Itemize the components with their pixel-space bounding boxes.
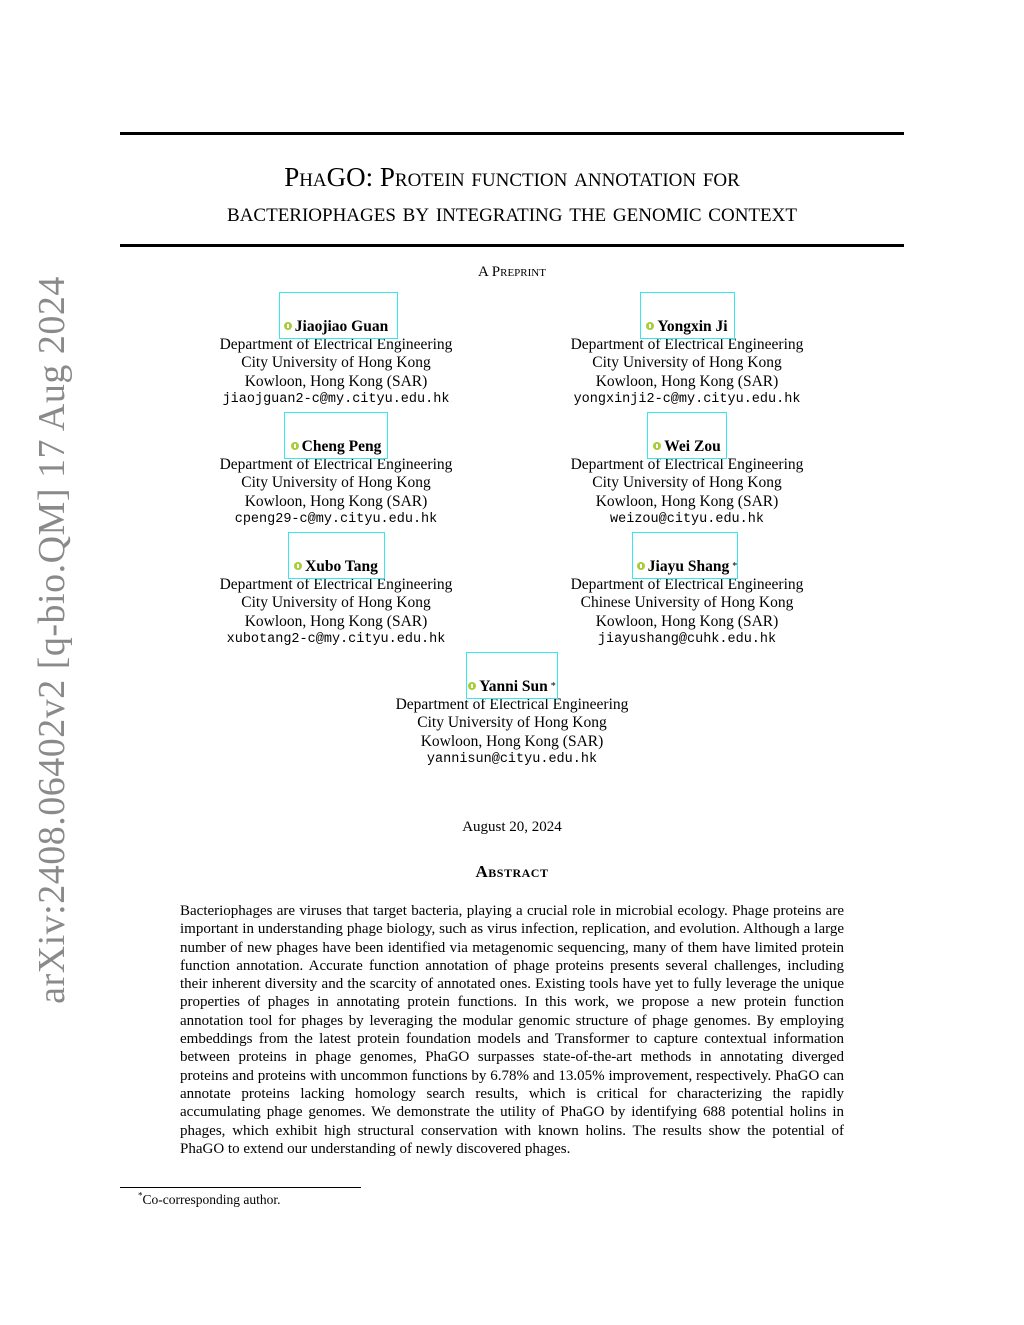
title-line-2: bacteriophages by integrating the genomic context (227, 197, 797, 227)
author-name: Jiaojiao Guan (294, 318, 389, 335)
author-name: Yongxin Ji (657, 318, 728, 335)
author-department: Department of Electrical Engineering (570, 456, 804, 474)
preprint-label: A Preprint (478, 264, 546, 280)
author-university: City University of Hong Kong (592, 354, 782, 372)
author-university: City University of Hong Kong (241, 594, 431, 612)
author-address: Kowloon, Hong Kong (SAR) (595, 372, 779, 390)
author-university: City University of Hong Kong (241, 354, 431, 372)
author-department: Department of Electrical Engineering (395, 696, 629, 714)
author-address: Kowloon, Hong Kong (SAR) (244, 372, 428, 390)
author-name: Cheng Peng (301, 438, 382, 455)
author-name: Jiayu Shang (647, 558, 730, 575)
author-link-box[interactable] (640, 292, 735, 339)
author-link-box[interactable] (632, 532, 738, 579)
author-link-box[interactable] (284, 412, 388, 459)
author-name: Yanni Sun (479, 678, 548, 695)
author-department: Department of Electrical Engineering (219, 336, 453, 354)
footnote-mark: * (138, 1190, 143, 1201)
author-email[interactable]: xubotang2-c@my.cityu.edu.hk (226, 631, 446, 647)
author-name: Xubo Tang (305, 558, 378, 575)
author-department: Department of Electrical Engineering (219, 576, 453, 594)
author-name: Wei Zou (664, 438, 721, 455)
footnote-rule (120, 1187, 361, 1188)
author-email[interactable]: yannisun@cityu.edu.hk (426, 751, 598, 767)
author-email[interactable]: jiayushang@cuhk.edu.hk (597, 631, 777, 647)
author-link-box[interactable] (466, 652, 558, 699)
abstract-heading: Abstract (475, 862, 549, 881)
footnote (138, 1192, 280, 1208)
author-link-box[interactable] (279, 292, 398, 339)
title-top-rule (120, 132, 904, 135)
author-address: Kowloon, Hong Kong (SAR) (595, 612, 779, 630)
author-email[interactable]: jiaojguan2-c@my.cityu.edu.hk (222, 391, 450, 407)
author-address: Kowloon, Hong Kong (SAR) (420, 732, 604, 750)
publication-date: August 20, 2024 (462, 819, 562, 835)
author-link-box[interactable] (288, 532, 385, 579)
author-department: Department of Electrical Engineering (570, 576, 804, 594)
author-link-box[interactable] (647, 412, 727, 459)
footnote-text: Co-corresponding author. (142, 1192, 281, 1207)
author-address: Kowloon, Hong Kong (SAR) (244, 612, 428, 630)
paper-title (120, 160, 904, 230)
arxiv-identifier: arXiv:2408.06402v2 [q-bio.QM] 17 Aug 2024 (31, 276, 73, 1004)
abstract-body: Bacteriophages are viruses that target bacteria, playing a crucial role in microbial ecology. Phage proteins are important in understanding phage biology, such as virus infection, replication, and evolution. Although a large number of new phages have been identified via metagenomic sequencing, many of them have limited protein function annotation. Accurate function annotation of phage proteins presents several challenges, including their inherent diversity and the scarcity of annotated ones. Existing tools have yet to fully leverage the unique properties of phages in annotating protein functions. In this work, we propose a new protein function annotation tool for phages by leveraging the modular genomic structure of phage genomes. By employing embeddings from the latest protein foundation models and Transformer to capture contextual information between proteins in phage genomes, PhaGO surpasses state-of-the-art methods in annotating diverged proteins and proteins with uncommon functions by 6.78% and 13.05% improvement, respectively. PhaGO can annotate proteins lacking homology search results, which is critical for characterizing the rapidly accumulating phage genomes. We demonstrate the utility of PhaGO by identifying 688 potential holins in phages, which exhibit high structural conservation with known holins. The results show the potential of PhaGO to extend our understanding of newly discovered phages. (180, 903, 844, 1157)
author-department: Department of Electrical Engineering (570, 336, 804, 354)
author-university: City University of Hong Kong (417, 714, 607, 732)
author-email[interactable]: cpeng29-c@my.cityu.edu.hk (234, 511, 438, 527)
author-email[interactable]: weizou@cityu.edu.hk (610, 511, 764, 527)
title-line-1: PhaGO: Protein function annotation for (284, 162, 740, 192)
author-address: Kowloon, Hong Kong (SAR) (244, 492, 428, 510)
author-block: Yanni Sun * Department of Electrical Engineering City University of Hong Kong Kowloon, Hong Kong (SAR) yannisun@cityu.edu.hk (362, 678, 662, 769)
author-university: Chinese University of Hong Kong (580, 594, 794, 612)
author-address: Kowloon, Hong Kong (SAR) (595, 492, 779, 510)
title-bottom-rule (120, 244, 904, 247)
author-block: Jiayu Shang * Department of Electrical Engineering Chinese University of Hong Kong Kowloon, Hong Kong (SAR) jiayushang@cuhk.edu.hk (537, 558, 837, 649)
author-university: City University of Hong Kong (241, 474, 431, 492)
author-department: Department of Electrical Engineering (219, 456, 453, 474)
author-email[interactable]: yongxinji2-c@my.cityu.edu.hk (573, 391, 801, 407)
author-university: City University of Hong Kong (592, 474, 782, 492)
